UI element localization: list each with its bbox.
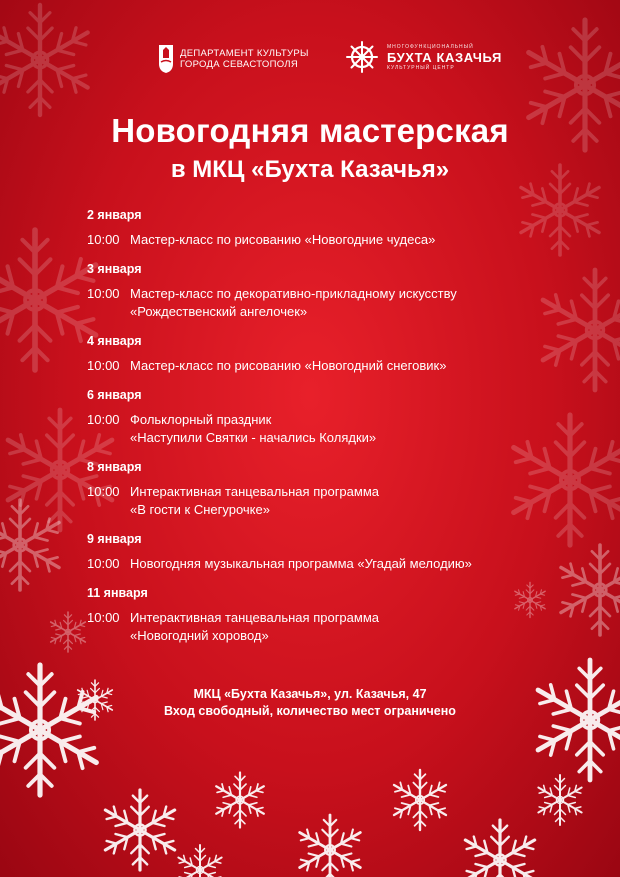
center-name: МНОГОФУНКЦИОНАЛЬНЫЙ БУХТА КАЗАЧЬЯ КУЛЬТУРНЫЙ ЦЕНТР <box>387 43 502 71</box>
event-time: 10:00 <box>87 358 120 373</box>
event-time: 10:00 <box>87 484 120 499</box>
coat-of-arms-icon <box>158 44 174 74</box>
event-description: Мастер-класс по рисованию «Новогодний снеговик» <box>130 358 447 373</box>
event-date: 2 января <box>87 208 142 222</box>
schedule-day <box>87 532 557 573</box>
venue-address: МКЦ «Бухта Казачья», ул. Казачья, 47 <box>193 687 427 701</box>
event-time: 10:00 <box>87 610 120 625</box>
event-description: Мастер-класс по декоративно-прикладному искусству «Рождественский ангелочек» <box>130 286 457 319</box>
venue-info <box>0 686 620 720</box>
event-entry <box>87 483 557 519</box>
event-time: 10:00 <box>87 232 120 247</box>
event-description: Мастер-класс по рисованию «Новогодние чудеса» <box>130 232 436 247</box>
page-subtitle: в МКЦ «Бухта Казачья» <box>170 156 450 183</box>
event-time: 10:00 <box>87 412 120 427</box>
event-date: 6 января <box>87 388 142 402</box>
page-title: Новогодняя мастерская <box>111 112 509 149</box>
event-description: Новогодняя музыкальная программа «Угадай мелодию» <box>130 556 472 571</box>
event-entry <box>87 555 557 573</box>
event-time: 10:00 <box>87 286 120 301</box>
event-entry <box>87 285 557 321</box>
event-description: Интерактивная танцевальная программа «В гости к Снегурочке» <box>130 484 379 517</box>
entry-note: Вход свободный, количество мест ограничено <box>164 704 456 718</box>
event-date: 8 января <box>87 460 142 474</box>
event-date: 3 января <box>87 262 142 276</box>
cultural-center-logo <box>345 40 502 74</box>
event-description: Фольклорный праздник «Наступили Святки - начались Колядки» <box>130 412 377 445</box>
schedule-day <box>87 388 557 447</box>
event-entry <box>87 231 557 249</box>
dept-name: ДЕПАРТАМЕНТ КУЛЬТУРЫ ГОРОДА СЕВАСТОПОЛЯ <box>180 48 309 70</box>
schedule-day <box>87 208 557 249</box>
event-description: Интерактивная танцевальная программа «Новогодний хоровод» <box>130 610 379 643</box>
schedule-day <box>87 460 557 519</box>
schedule-day <box>87 334 557 375</box>
event-date: 11 января <box>87 586 148 600</box>
event-date: 9 января <box>87 532 142 546</box>
schedule-day <box>87 262 557 321</box>
event-time: 10:00 <box>87 556 120 571</box>
event-entry <box>87 357 557 375</box>
event-entry <box>87 609 557 645</box>
ship-wheel-icon <box>345 40 379 74</box>
event-schedule <box>87 208 557 658</box>
culture-department-logo <box>158 44 309 74</box>
schedule-day <box>87 586 557 645</box>
event-date: 4 января <box>87 334 142 348</box>
event-entry <box>87 411 557 447</box>
